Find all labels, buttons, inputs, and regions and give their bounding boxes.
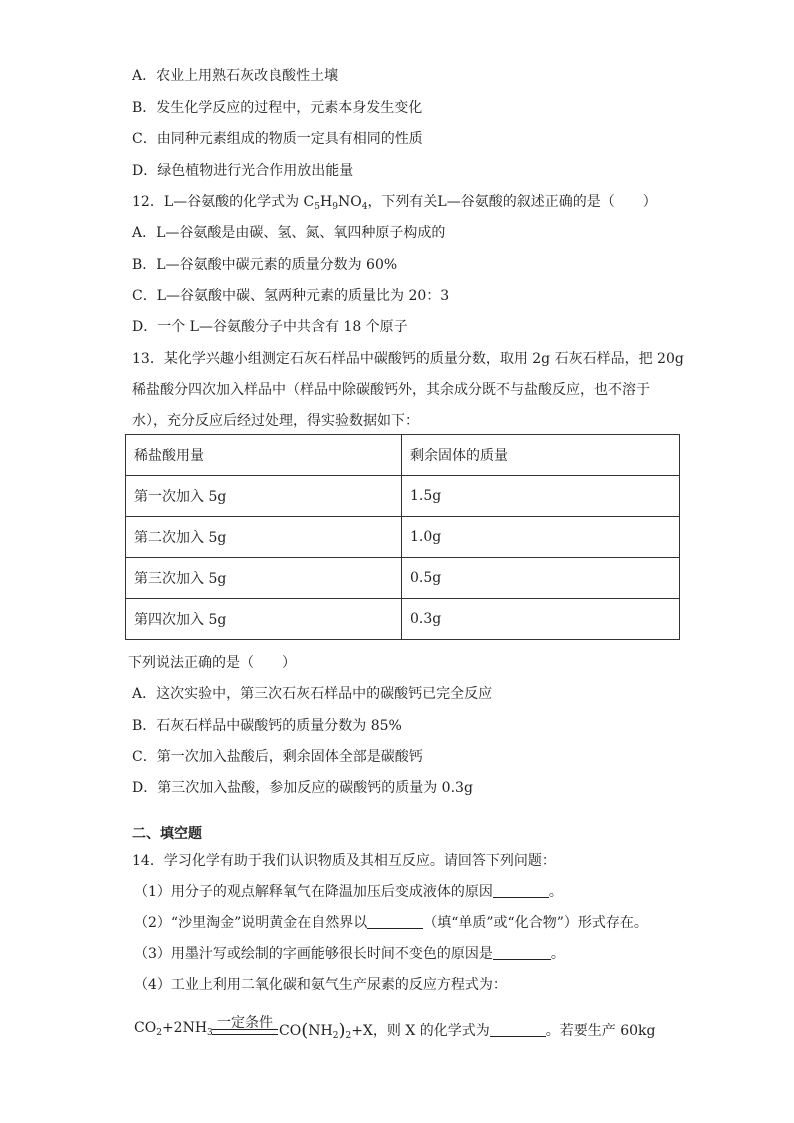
q14-part-text: 。若要生产 60kg: [545, 1023, 656, 1039]
equation-right-side: [279, 1020, 656, 1041]
reaction-equals-sign: [212, 1029, 278, 1035]
q11-option-b: B．发生化学反应的过程中，元素本身发生变化: [132, 100, 423, 116]
q12-option-c: C．L—谷氨酸中碳、氢两种元素的质量比为 20：3: [132, 288, 450, 304]
q13-option-d: D．第三次加入盐酸，参加反应的碳酸钙的质量为 0.3g: [132, 780, 473, 796]
formula-subscript: 3: [207, 1028, 213, 1038]
table-row: [126, 558, 680, 599]
q14-part-text: ，则 X 的化学式为: [372, 1023, 490, 1039]
q12-subscript: 9: [332, 202, 338, 212]
q11-option-c: C．由同种元素组成的物质一定具有相同的性质: [132, 131, 423, 147]
q13-option-c: C．第一次加入盐酸后，剩余固体全部是碳酸钙: [132, 749, 423, 765]
q13-option-b: B．石灰石样品中碳酸钙的质量分数为 85%: [132, 718, 402, 734]
q13-stem-line: 13．某化学兴趣小组测定石灰石样品中碳酸钙的质量分数，取用 2g 石灰石样品，把 20g: [132, 351, 684, 367]
q14-part-3: [134, 945, 565, 963]
table-cell: 0.5g: [402, 558, 680, 599]
table-row: [126, 599, 680, 640]
q14-part-2: [134, 914, 648, 932]
q14-part-text: （2）“沙里淘金”说明黄金在自然界以: [134, 915, 368, 931]
answer-blank[interactable]: [493, 945, 551, 960]
q13-data-table: [125, 434, 680, 640]
q13-stem-line: 水），充分反应后经过处理，得实验数据如下：: [132, 413, 419, 429]
q14-part-text: 。: [550, 946, 565, 962]
formula-subscript: 2: [345, 1031, 352, 1041]
reaction-condition: 一定条件: [217, 1015, 273, 1031]
formula-text: CO: [134, 1020, 157, 1036]
q11-option-a: A．农业上用熟石灰改良酸性土壤: [132, 68, 339, 84]
q14-part-text: （1）用分子的观点解释氧气在降温加压后变成液体的原因: [134, 884, 493, 900]
table-cell: 0.3g: [402, 599, 680, 640]
q12-subscript: 5: [314, 202, 321, 212]
equation-left-side: [134, 1020, 213, 1038]
paren-close: ): [338, 1020, 346, 1041]
q13-prompt: 下列说法正确的是（ ）: [128, 655, 296, 671]
table-cell: 第一次加入 5g: [126, 476, 402, 517]
q12-stem-text: ，下列有关L—谷氨酸的叙述正确的是（ ）: [367, 194, 657, 210]
q14-part-text: 。: [548, 884, 563, 900]
answer-blank[interactable]: [367, 914, 423, 929]
table-cell: 1.0g: [402, 517, 680, 558]
q13-stem-line: 稀盐酸分四次加入样品中（样品中除碳酸钙外，其余成分既不与盐酸反应，也不溶于: [132, 382, 650, 398]
table-header-cell: 剩余固体的质量: [402, 435, 680, 476]
q12-stem-text: 12．L—谷氨酸的化学式为 C: [132, 194, 315, 210]
table-cell: 1.5g: [402, 476, 680, 517]
paren-open: (: [301, 1020, 309, 1041]
q12-stem-text: NO: [337, 194, 362, 210]
q14-stem: 14．学习化学有助于我们认识物质及其相互反应。请回答下列问题：: [132, 853, 556, 869]
q12-subscript: 4: [361, 202, 368, 212]
q12-stem-text: H: [320, 194, 333, 210]
q12-option-b: B．L—谷氨酸中碳元素的质量分数为 60%: [132, 257, 398, 273]
q14-part-text: （3）用墨汁写或绘制的字画能够很长时间不变色的原因是: [134, 946, 493, 962]
table-header-cell: 稀盐酸用量: [126, 435, 402, 476]
q11-option-d: D．绿色植物进行光合作用放出能量: [132, 163, 354, 179]
section-title: 二、填空题: [132, 826, 202, 842]
table-row: [126, 517, 680, 558]
table-row: [126, 476, 680, 517]
q14-part-1: [134, 883, 563, 901]
formula-text: +2NH: [161, 1020, 208, 1036]
formula-text: NH: [308, 1023, 333, 1039]
formula-subscript: 2: [156, 1028, 162, 1038]
q12-option-d: D．一个 L—谷氨酸分子中共含有 18 个原子: [132, 319, 408, 335]
table-header-row: [126, 435, 680, 476]
formula-text: +X: [351, 1023, 373, 1039]
q12-stem: [132, 193, 657, 216]
q13-option-a: A．这次实验中，第三次石灰石样品中的碳酸钙已完全反应: [132, 686, 493, 702]
q14-part-4: （4）工业上利用二氧化碳和氨气生产尿素的反应方程式为：: [134, 977, 507, 993]
formula-text: CO: [279, 1023, 302, 1039]
formula-subscript: 2: [332, 1031, 339, 1041]
answer-blank[interactable]: [490, 1022, 546, 1037]
answer-blank[interactable]: [493, 883, 549, 898]
table-cell: 第四次加入 5g: [126, 599, 402, 640]
q14-part-text: （填“单质”或“化合物”）形式存在。: [423, 915, 648, 931]
q12-option-a: A．L—谷氨酸是由碳、氢、氮、氧四种原子构成的: [132, 225, 446, 241]
table-cell: 第二次加入 5g: [126, 517, 402, 558]
table-cell: 第三次加入 5g: [126, 558, 402, 599]
